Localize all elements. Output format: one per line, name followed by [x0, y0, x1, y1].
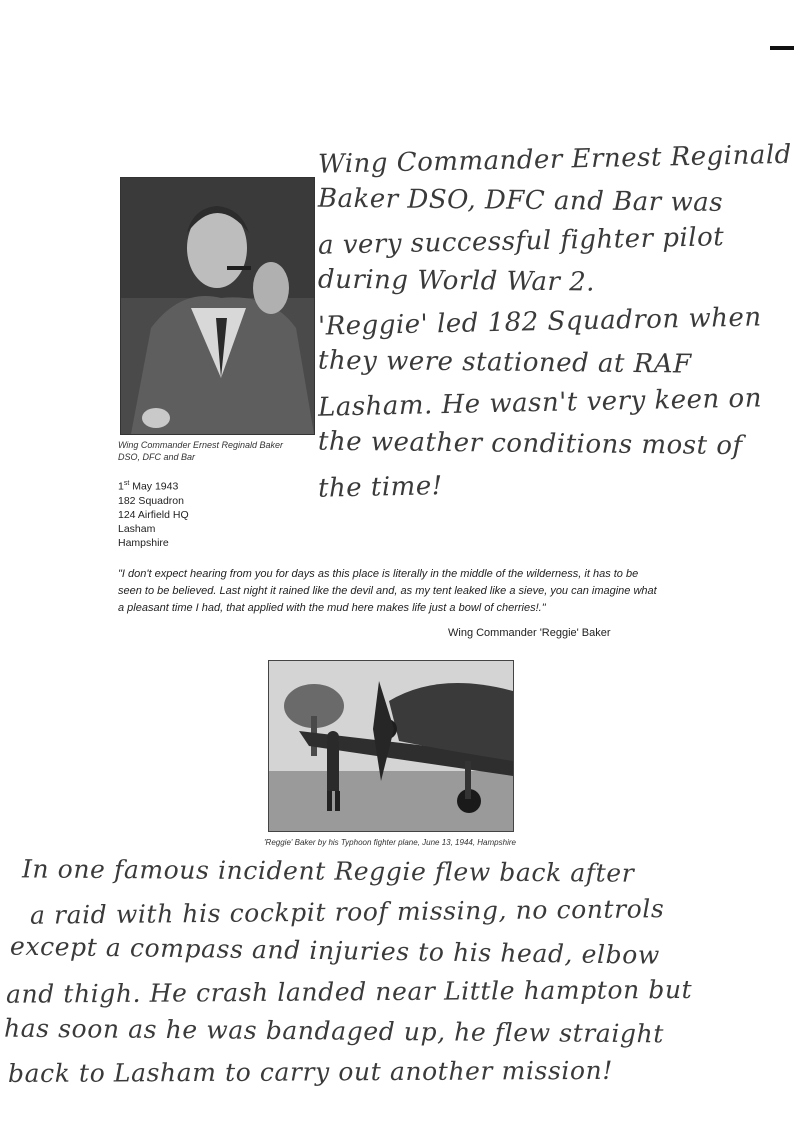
- portrait-caption-line: DSO, DFC and Bar: [118, 452, 196, 462]
- address-line: Hampshire: [118, 536, 169, 549]
- handwritten-line: the weather conditions most of: [317, 426, 743, 461]
- handwritten-line: Baker DSO, DFC and Bar was: [317, 183, 724, 218]
- typhoon-plane-photo: [268, 660, 514, 832]
- letter-date: 1st May 1943: [118, 480, 179, 493]
- handwritten-line: Wing Commander Ernest Reginald: [317, 139, 793, 180]
- handwritten-line: they were stationed at RAF: [317, 345, 692, 380]
- address-line: 124 Airfield HQ: [118, 508, 189, 521]
- handwritten-line: has soon as he was bandaged up, he flew straight: [3, 1013, 665, 1049]
- handwritten-line: 'Reggie' led 182 Squadron when: [317, 302, 762, 342]
- scan-edge-mark: [770, 46, 794, 50]
- handwritten-line: a very successful fighter pilot: [317, 222, 725, 261]
- quote-attribution: Wing Commander 'Reggie' Baker: [448, 627, 611, 639]
- portrait-caption: [118, 439, 318, 463]
- handwritten-intro: [317, 139, 793, 505]
- handwritten-line: back to Lasham to carry out another mission!: [7, 1055, 614, 1089]
- portrait-caption-line: Wing Commander Ernest Reginald Baker: [118, 440, 283, 450]
- handwritten-line: Lasham. He wasn't very keen on: [317, 383, 763, 423]
- handwritten-line: during World War 2.: [317, 264, 596, 298]
- portrait-photo: [120, 177, 315, 435]
- handwritten-story: [4, 852, 784, 1092]
- handwritten-line: and thigh. He crash landed near Little hampton but: [5, 974, 693, 1009]
- handwritten-line: the time!: [317, 471, 443, 504]
- handwritten-line: In one famous incident Reggie flew back after: [21, 854, 635, 888]
- letter-address: [118, 477, 189, 550]
- handwritten-line: except a compass and injuries to his head, elbow: [9, 931, 661, 970]
- handwritten-line: a raid with his cockpit roof missing, no controls: [29, 894, 665, 930]
- letter-quote: "I don't expect hearing from you for days as this place is literally in the middle of the wilderness, it has to be seen to be believed. Last night it rained like the devil and, as my tent leaked like a sieve, you can imagine what a pleasant time I had, that applied with the mud here makes life just a bowl of cherries!.": [118, 568, 657, 614]
- address-line: 182 Squadron: [118, 494, 184, 507]
- address-line: Lasham: [118, 522, 156, 535]
- plane-photo-caption: 'Reggie' Baker by his Typhoon fighter plane, June 13, 1944, Hampshire: [264, 838, 516, 847]
